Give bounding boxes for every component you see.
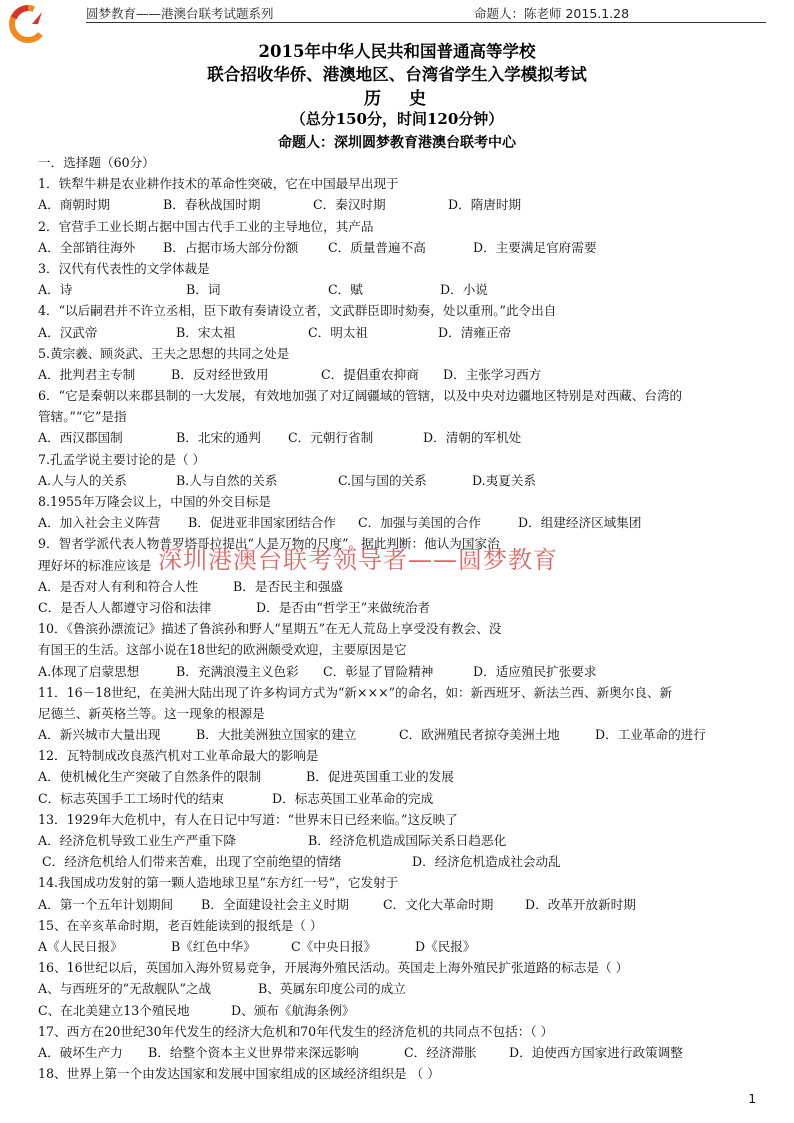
option-row [38, 512, 768, 533]
option-b: B．北宋的通判 [176, 430, 261, 446]
option-d: D．组建经济区域集团 [518, 515, 642, 531]
option-row [38, 364, 768, 385]
option-a: A．新兴城市大量出现 [38, 727, 161, 743]
option-a: A．汉武帝 [38, 324, 98, 340]
option-a: A、与西班牙的“无敌舰队”之战 [38, 981, 212, 997]
option-row [38, 766, 768, 787]
option-c: C．加强与美国的合作 [358, 515, 481, 531]
option-c: C．经济滞胀 [404, 1044, 477, 1060]
option-row [38, 194, 768, 215]
option-c: C.国与国的关系 [338, 472, 427, 488]
option-c: C．是否人人都遵守习俗和法律 [38, 599, 212, 615]
question-stem: 6．“它是秦朝以来郡县制的一大发展，有效地加强了对辽阔疆域的管辖，以及中央对边疆地区特别是对西藏、台湾的 [38, 388, 683, 404]
question-stem: 17、西方在20世纪30年代发生的经济大危机和70年代发生的经济危机的共同点不包括：（ ） [38, 1023, 554, 1039]
exam-subject: 历史 [364, 89, 454, 109]
option-d: D．适应殖民扩张要求 [473, 663, 597, 679]
header-series-title: 圆梦教育——港澳台联考试题系列 [86, 6, 274, 21]
option-row [38, 788, 768, 809]
option-a: A．西汉郡国制 [38, 430, 123, 446]
option-row [38, 322, 768, 343]
option-row [38, 894, 768, 915]
option-d: D．工业革命的进行 [595, 727, 706, 743]
option-row [38, 427, 768, 448]
option-b: B、英属东印度公司的成立 [258, 981, 406, 997]
question-stem: 3．汉代有代表性的文学体裁是 [38, 260, 210, 276]
option-d: D．是否由“哲学王”来做统治者 [256, 599, 431, 615]
question-stem: 18、世界上第一个由发达国家和发展中国家组成的区域经济组织是 （ ） [38, 1066, 440, 1082]
option-a: A．商朝时期 [38, 197, 111, 213]
option-row [38, 830, 768, 851]
option-d: D．迫使西方国家进行政策调整 [509, 1044, 683, 1060]
option-b: B．词 [186, 282, 221, 298]
option-row [38, 1042, 768, 1063]
question-stem-continued: 有国王的生活。这部小说在18世纪的欧洲颇受欢迎，主要原因是它 [38, 642, 407, 658]
option-b: B．春秋战国时期 [163, 197, 261, 213]
question-stem: 16、16世纪以后，英国加入海外贸易竞争，开展海外殖民活动。英国走上海外殖民扩张道路的标志是（ ） [38, 960, 629, 976]
option-c: C．标志英国手工工场时代的结束 [38, 790, 224, 806]
option-row [38, 1000, 768, 1021]
option-row [38, 724, 768, 745]
option-b: B．反对经世致用 [171, 366, 269, 382]
option-b: B．给整个资本主义世界带来深远影响 [148, 1044, 359, 1060]
question-stem: 4．“以后嗣君并不许立丞相，臣下敢有奏请设立者，文武群臣即时劾奏，处以重刑。”此令出自 [38, 303, 557, 319]
question-stem: 13．1929年大危机中，有人在日记中写道：“世界末日已经来临。”这反映了 [38, 811, 458, 827]
option-d: D．主张学习西方 [443, 366, 542, 382]
option-row [38, 597, 768, 618]
option-a: A．全部销往海外 [38, 239, 136, 255]
option-a: A．破坏生产力 [38, 1044, 123, 1060]
watermark-text: 深圳港澳台联考领导者——圆梦教育 [158, 546, 558, 574]
option-c: C．元朝行省制 [288, 430, 374, 446]
option-d: D．经济危机造成社会动乱 [412, 854, 561, 870]
option-b: B《红色中华》 [171, 938, 256, 954]
option-row [38, 978, 768, 999]
option-c: C．明太祖 [308, 324, 369, 340]
question-stem: 2．官营手工业长期占据中国古代手工业的主导地位，其产品 [38, 218, 374, 234]
header-divider [86, 22, 766, 23]
option-b: B．大批美洲独立国家的建立 [196, 727, 357, 743]
option-c: C．经济危机给人们带来苦难，出现了空前绝望的情绪 [42, 854, 342, 870]
option-c: C．提倡重农抑商 [321, 366, 419, 382]
option-d: D．主要满足官府需要 [473, 239, 597, 255]
option-a: A．是否对人有利和符合人性 [38, 578, 199, 594]
question-stem: 12．瓦特制成改良蒸汽机对工业革命最大的影响是 [38, 748, 319, 764]
exam-score-time: （总分150分，时间120分钟） [290, 110, 504, 128]
option-d: D．清雍正帝 [438, 324, 512, 340]
option-a: A．加入社会主义阵营 [38, 515, 161, 531]
option-d: D．隋唐时期 [448, 197, 522, 213]
option-b: B．全面建设社会主义时期 [201, 896, 349, 912]
question-stem: 9．智者学派代表人物普罗塔哥拉提出“人是万物的尺度”。据此判断：他认为国家治 [38, 536, 500, 552]
question-stem: 8.1955年万隆会议上，中国的外交目标是 [38, 494, 271, 509]
option-row [38, 936, 768, 957]
option-c: C．赋 [328, 282, 363, 298]
option-b: B．占据市场大部分份额 [163, 239, 299, 255]
option-c: C．质量普遍不高 [328, 239, 426, 255]
option-b: B．是否民主和强盛 [233, 578, 344, 594]
question-stem: 5.黄宗羲、顾炎武、王夫之思想的共同之处是 [38, 345, 290, 361]
question-stem: 10．《鲁滨孙漂流记》描述了鲁滨孙和野人“星期五”在无人荒岛上享受没有教会、没 [38, 621, 502, 637]
question-stem: 7.孔孟学说主要讨论的是（ ） [38, 451, 206, 467]
option-row [38, 661, 768, 682]
header-author-date: 命题人：陈老师 2015.1.28 [474, 6, 630, 21]
option-a: A．使机械化生产突破了自然条件的限制 [38, 769, 262, 785]
option-d: D《民报》 [415, 938, 476, 954]
option-b: B．宋太祖 [176, 324, 236, 340]
option-d: D．小说 [440, 282, 488, 298]
option-b: B．促进亚非国家团结合作 [188, 515, 336, 531]
option-row [38, 237, 768, 258]
option-c: C《中央日报》 [291, 938, 377, 954]
option-c: C．欧洲殖民者掠夺美洲土地 [399, 727, 560, 743]
option-b: B．经济危机造成国际关系日趋恶化 [308, 833, 507, 848]
option-d: D．改革开放新时期 [525, 896, 636, 912]
question-stem: 15、在辛亥革命时期，老百姓能读到的报纸是（ ） [38, 917, 323, 933]
exam-title-line2: 联合招收华侨、港澳地区、台湾省学生入学模拟考试 [207, 65, 587, 84]
question-stem: 1．铁犁牛耕是农业耕作技术的革命性突破，它在中国最早出现于 [38, 176, 399, 192]
option-c: C．文化大革命时期 [383, 896, 494, 912]
section-heading: 一．选择题（60分） [38, 155, 155, 170]
question-stem: 11．16－18世纪，在美洲大陆出现了许多构词方式为“新×××”的命名，如：新西班牙、新法兰西、新奥尔良、新 [38, 684, 673, 700]
option-a: A．批判君主专制 [38, 366, 136, 382]
option-d: D.夷夏关系 [472, 472, 537, 488]
question-list [38, 152, 768, 1084]
option-b: B．促进英国重工业的发展 [306, 769, 454, 785]
option-c: C．秦汉时期 [313, 197, 386, 213]
exam-author-center: 命题人：深圳圆梦教育港澳台联考中心 [278, 135, 516, 151]
question-stem-continued: 尼德兰、新英格兰等。这一现象的根源是 [38, 705, 265, 721]
question-stem-continued: 管辖。”“它”是指 [38, 409, 127, 425]
option-b: B．充满浪漫主义色彩 [176, 663, 299, 679]
question-stem: 14.我国成功发射的第一颗人造地球卫星“东方红一号”，它发射于 [38, 875, 399, 891]
option-a: A.体现了启蒙思想 [38, 663, 140, 679]
option-a: A.人与人的关系 [38, 472, 127, 488]
option-c: C．彰显了冒险精神 [323, 663, 434, 679]
option-a: A．诗 [38, 282, 73, 298]
question-stem-continued: 理好坏的标准应该是 [38, 557, 152, 573]
option-c: C、在北美建立13个殖民地 [38, 1002, 190, 1018]
option-row [38, 851, 768, 872]
option-a: A．经济危机导致工业生产严重下降 [38, 833, 237, 848]
option-a: A．第一个五年计划期间 [38, 896, 174, 912]
option-a: A《人民日报》 [38, 938, 123, 954]
option-d: D．标志英国工业革命的完成 [272, 790, 434, 806]
exam-title-line1: 2015年中华人民共和国普通高等学校 [258, 42, 536, 61]
option-d: D．清朝的军机处 [423, 430, 522, 446]
option-row [38, 279, 768, 300]
option-d: D、颁布《航海条例》 [231, 1002, 355, 1018]
option-b: B.人与自然的关系 [176, 472, 278, 488]
option-row [38, 576, 768, 597]
page-number: 1 [748, 1092, 756, 1106]
option-row [38, 470, 768, 491]
